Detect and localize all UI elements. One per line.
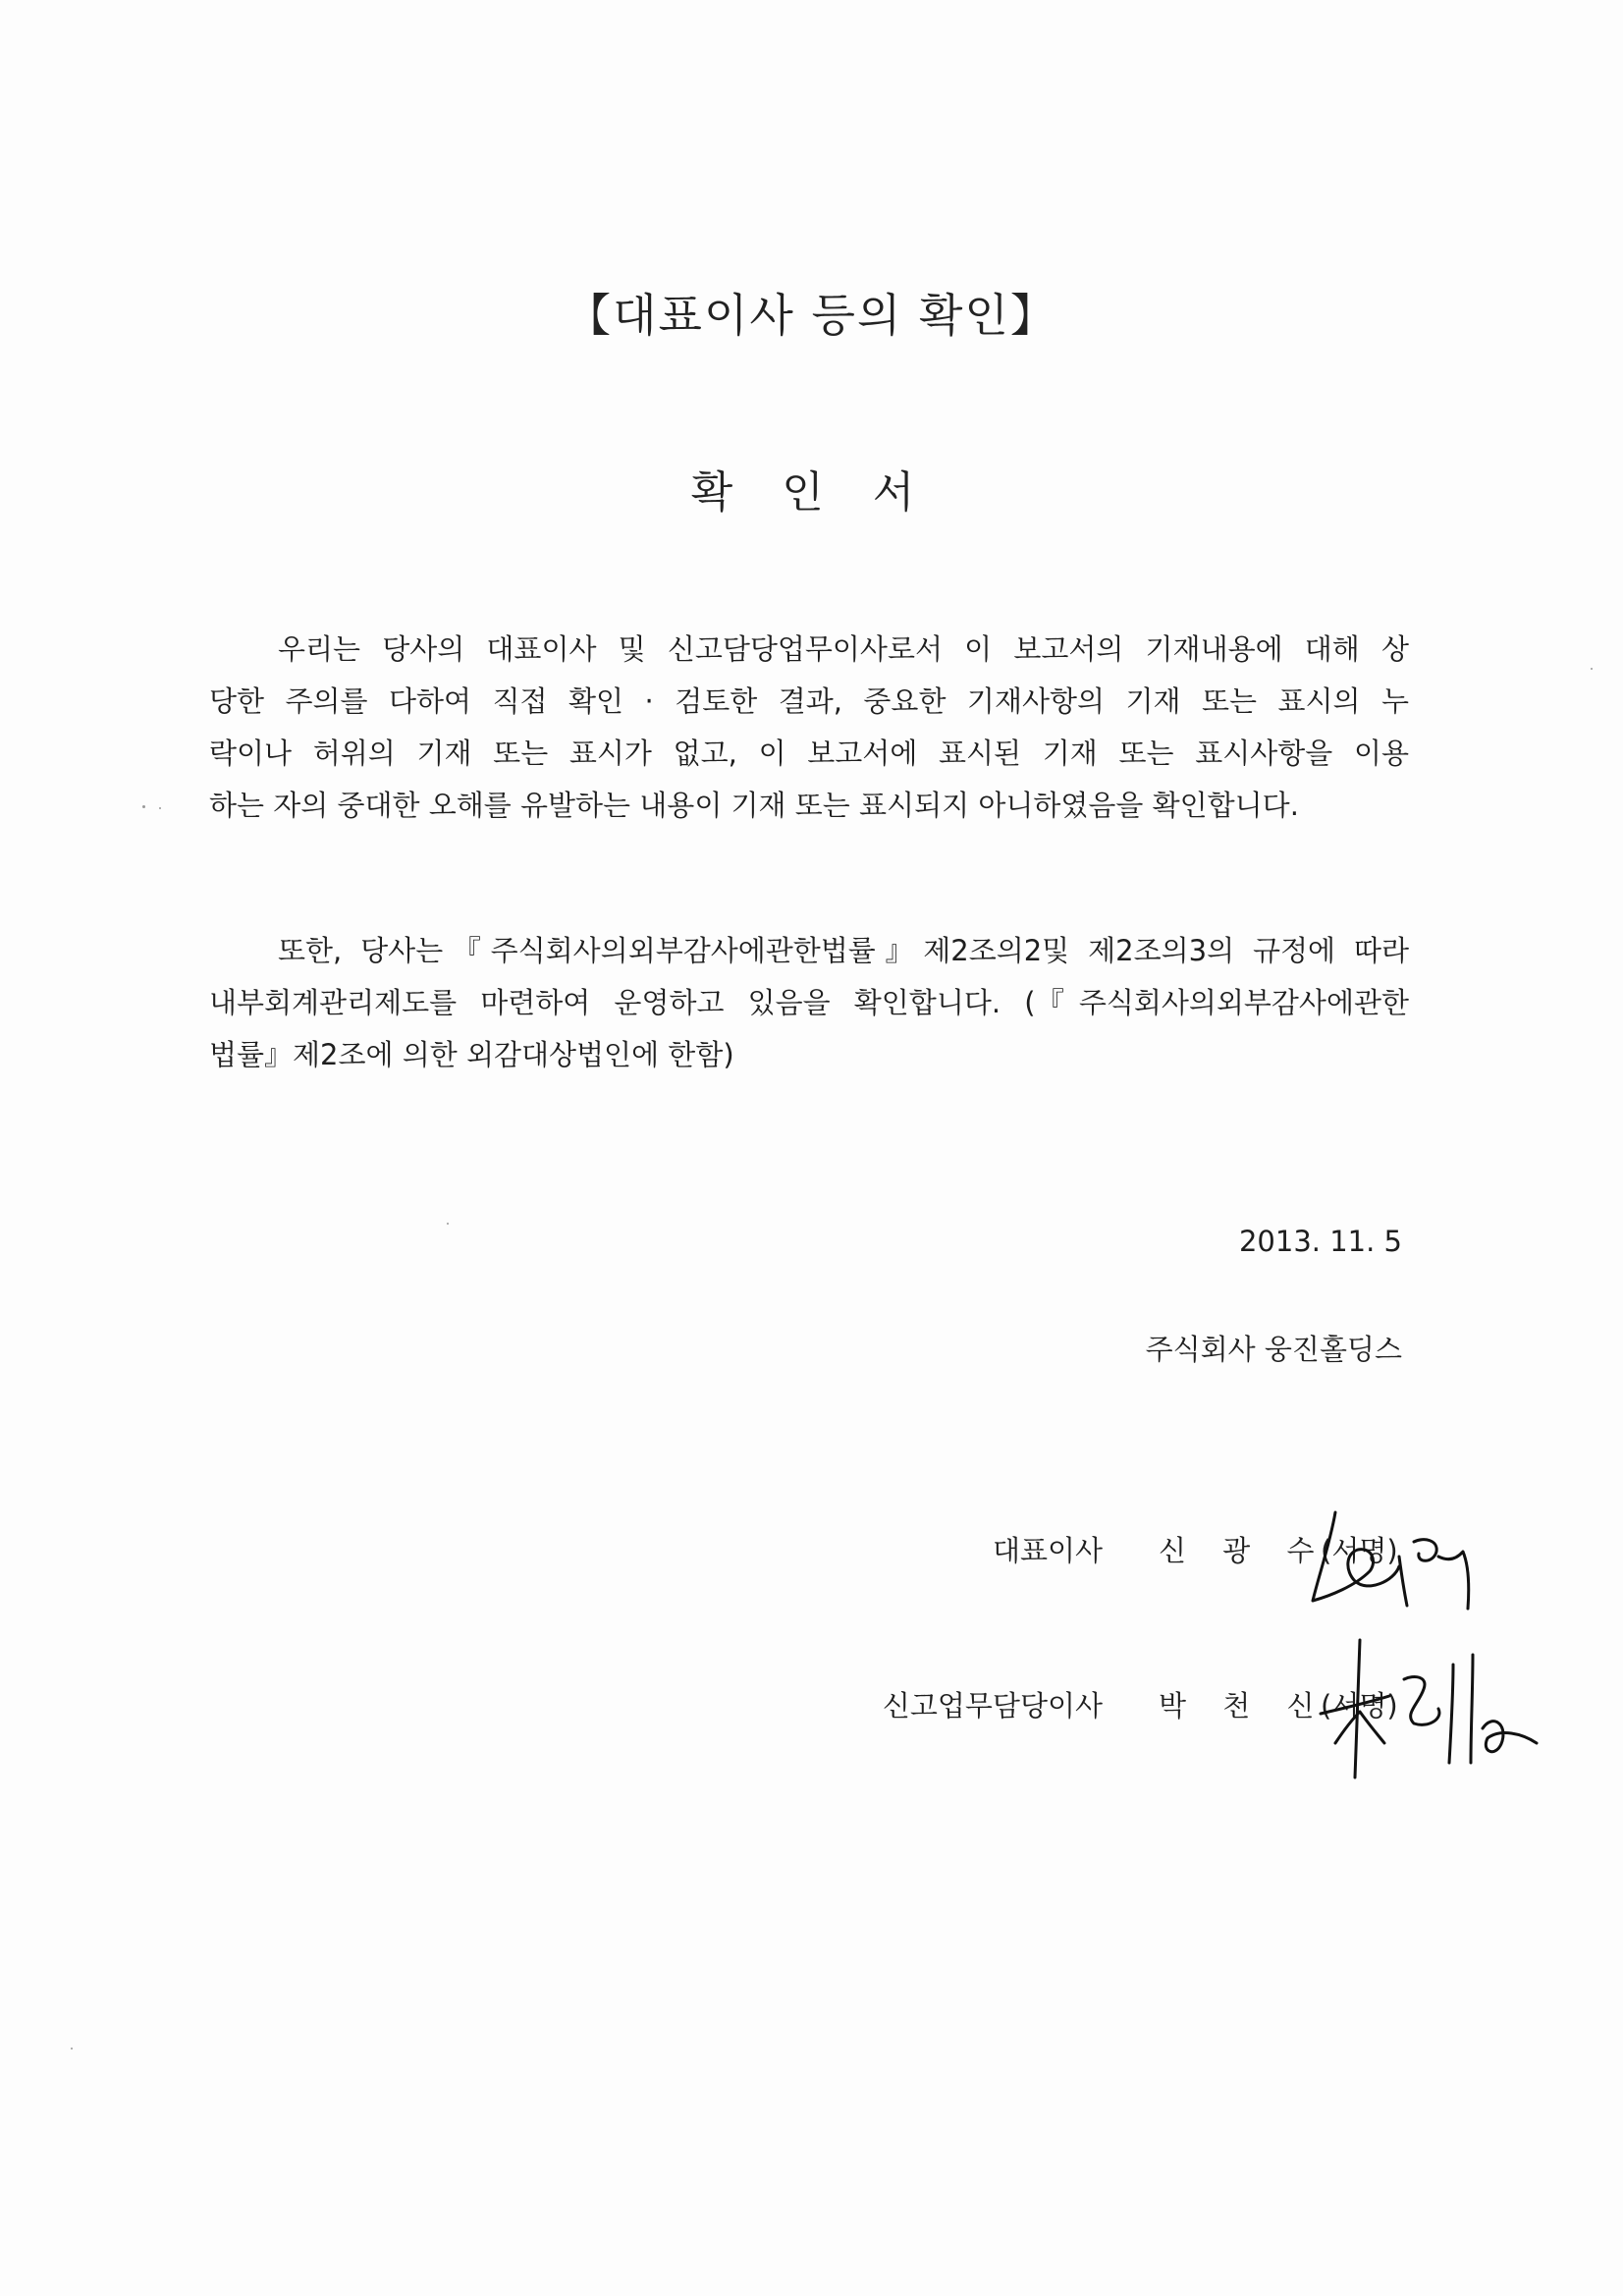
document-date: 2013. 11. 5: [1238, 1225, 1402, 1258]
signer-ceo: [0, 1529, 1623, 1588]
scan-speck: [71, 2048, 73, 2050]
paragraph-line: 우리는 당사의 대표이사 및 신고담당업무이사로서 이 보고서의 기재내용에 대해 상: [278, 632, 1409, 666]
signer-name: 신 광 수: [1159, 1534, 1328, 1567]
document-title: 확 인 서: [690, 467, 933, 518]
paragraph-line: 락이나 허위의 기재 또는 표시가 없고, 이 보고서에 표시된 기재 또는 표시사항을 이용: [209, 737, 1409, 770]
signer-name: 박 천 신: [1159, 1689, 1328, 1722]
signer-role: 신고업무담당이사: [882, 1689, 1103, 1722]
paragraph-line: 하는 자의 중대한 오해를 유발하는 내용이 기재 또는 표시되지 아니하였음을 확인합니다.: [209, 789, 1299, 822]
paragraph-line: 또한, 당사는『주식회사의외부감사에관한법률』제2조의2및 제2조의3의 규정에 따라: [278, 934, 1409, 967]
internal-control-paragraph: [209, 925, 1409, 1081]
signature-label: (서명): [1321, 1534, 1398, 1567]
signature-label: (서명): [1321, 1689, 1398, 1722]
paragraph-line: 내부회계관리제도를 마련하여 운영하고 있음을 확인합니다. (『주식회사의외부감사에관한: [209, 986, 1409, 1019]
signer-role: 대표이사: [992, 1534, 1103, 1567]
scan-speck: [142, 805, 145, 808]
confirmation-paragraph: [209, 624, 1409, 832]
company-name: 주식회사 웅진홀딩스: [1145, 1333, 1402, 1366]
paragraph-line: 법률』제2조에 의한 외감대상법인에 한함): [209, 1038, 734, 1071]
section-header: 【대표이사 등의 확인】: [566, 289, 1057, 342]
signer-disclosure-director: [0, 1684, 1623, 1743]
scan-speck: [447, 1223, 449, 1225]
scan-speck: [159, 807, 161, 809]
scan-speck: [1591, 668, 1593, 670]
paragraph-line: 당한 주의를 다하여 직접 확인 · 검토한 결과, 중요한 기재사항의 기재 또는 표시의 누: [209, 684, 1409, 718]
